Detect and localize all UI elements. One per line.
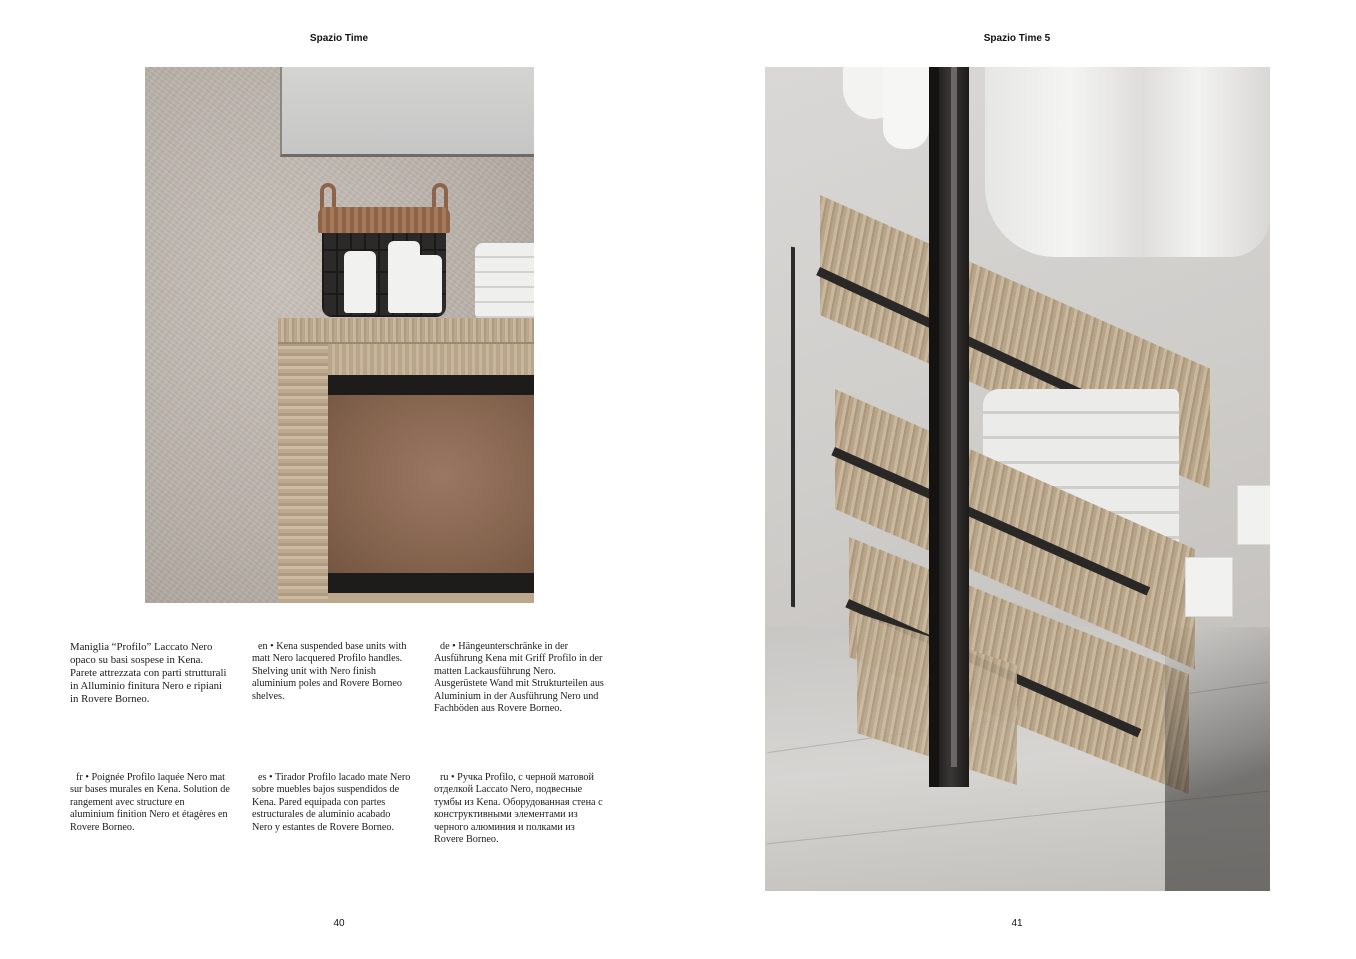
- bottle: [410, 255, 442, 313]
- shelving-unit-photo: [765, 67, 1270, 891]
- bathroom-cabinet-photo: [145, 67, 534, 603]
- profilo-handle-rail: [328, 573, 534, 593]
- page-number: 41: [1011, 918, 1023, 929]
- running-head: Spazio Time 5: [983, 33, 1051, 44]
- towel-stack: [475, 243, 534, 321]
- language-label: fr •: [76, 772, 89, 783]
- caption-text: Ручка Profilo, с черной матовой отделкой Laccato Nero, подвесные тумбы из Kena. Оборудованная стена с конструктивными элементами из черного алюминия и полками из Rovere Borneo.: [434, 772, 603, 846]
- cabinet-side: [278, 344, 328, 603]
- caption-english: [252, 641, 412, 703]
- caption-russian: [434, 772, 604, 846]
- language-label: ru •: [440, 772, 455, 783]
- running-head: Spazio Time: [309, 33, 369, 44]
- glass-panel-edge: [791, 247, 795, 608]
- right-page: [678, 0, 1356, 959]
- language-label: de •: [440, 641, 456, 652]
- caption-text: Tirador Profilo lacado mate Nero sobre muebles bajos suspendidos de Kena. Pared equipada con partes estructurales de aluminio acabado Nero y estantes de Rovere Borneo.: [252, 772, 411, 833]
- language-label: en •: [258, 641, 274, 652]
- cabinet-frame: [328, 344, 534, 375]
- cabinet-door: [328, 395, 534, 573]
- wire-basket: [318, 207, 450, 317]
- profilo-handle-rail: [328, 375, 534, 395]
- storage-box: [1237, 485, 1270, 545]
- hanging-garment: [985, 67, 1270, 257]
- caption-italian: [70, 641, 230, 706]
- pole-highlight: [951, 67, 957, 767]
- basket-cage: [322, 231, 446, 317]
- caption-french: [70, 772, 230, 834]
- caption-text: Kena suspended base units with matt Nero lacquered Profilo handles. Shelving unit with Nero finish aluminium poles and Rovere Borneo shelves.: [252, 641, 407, 702]
- caption-spanish: [252, 772, 412, 834]
- storage-box: [1185, 557, 1233, 617]
- mirror: [280, 67, 534, 157]
- caption-text: Hängeunterschränke in der Ausführung Kena mit Griff Profilo in der matten Lackausführung Nero. Ausgerüstete Wand mit Strukturteilen aus Aluminium in der Ausführung Nero und Fachböden aus Rovere Borneo.: [434, 641, 604, 715]
- cabinet-frame: [328, 593, 534, 603]
- caption-text: Poignée Profilo laquée Nero mat sur bases murales en Kena. Solution de rangement avec structure en aluminium finition Nero et étagères en Rovere Borneo.: [70, 772, 230, 833]
- page-number: 40: [333, 918, 345, 929]
- aluminium-pole: [929, 67, 969, 787]
- caption-german: [434, 641, 604, 715]
- cabinet-top: [278, 318, 534, 344]
- caption-text: Maniglia “Profilo” Laccato Nero opaco su basi sospese in Kena. Parete attrezzata con parti strutturali in Alluminio finitura Nero e ripiani in Rovere Borneo.: [70, 641, 227, 705]
- bottle: [344, 251, 376, 313]
- basket-rim: [318, 207, 450, 233]
- language-label: es •: [258, 772, 273, 783]
- shadow: [1165, 627, 1270, 891]
- hanging-shirt: [883, 67, 929, 149]
